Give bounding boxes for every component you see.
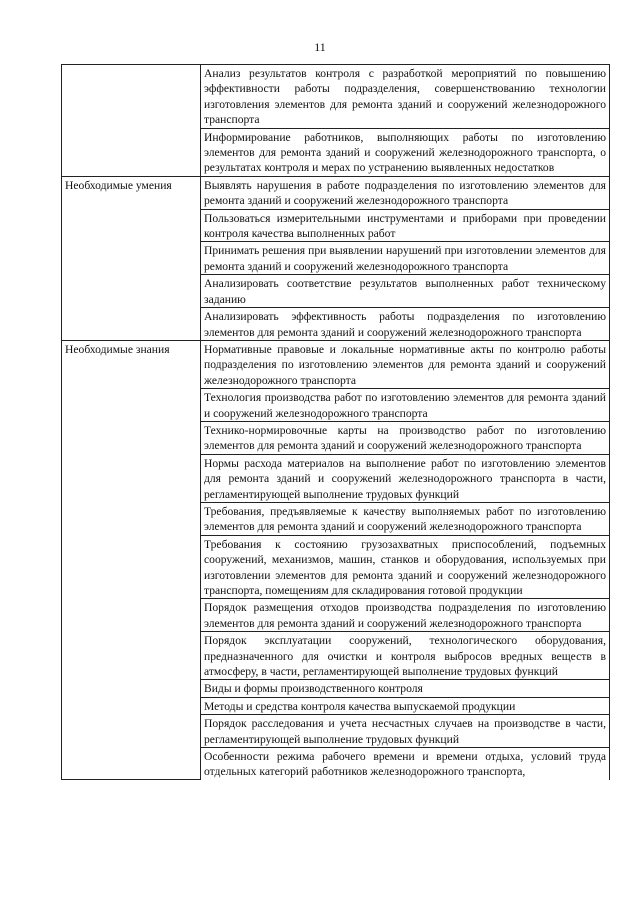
row-description: Методы и средства контроля качества выпускаемой продукции — [201, 697, 610, 714]
table-row — [62, 176, 610, 209]
requirements-table — [61, 64, 610, 780]
row-description: Принимать решения при выявлении нарушений при изготовлении элементов для ремонта зданий и сооружений железнодорожного транспорта — [201, 242, 610, 275]
page-number: 11 — [314, 40, 326, 54]
table-row — [62, 65, 610, 129]
row-description: Порядок расследования и учета несчастных случаев на производстве в части, регламентирующей выполнение трудовых функций — [201, 715, 610, 748]
row-description: Технология производства работ по изготовлению элементов для ремонта зданий и сооружений железнодорожного транспорта — [201, 389, 610, 422]
row-description: Анализ результатов контроля с разработкой мероприятий по повышению эффективности работы подразделения, совершенствованию технологии изготовления элементов для ремонта зданий и сооружений железнодорожного транспорта — [201, 65, 610, 129]
section-label-skills: Необходимые умения — [62, 176, 201, 340]
section-label-knowledge: Необходимые знания — [62, 340, 201, 779]
row-description: Выявлять нарушения в работе подразделения по изготовлению элементов для ремонта зданий и сооружений железнодорожного транспорта — [201, 176, 610, 209]
row-description: Порядок эксплуатации сооружений, технологического оборудования, предназначенного для очистки и контроля выбросов вредных веществ в атмосферу, в части, регламентирующей выполнение трудовых функций — [201, 632, 610, 680]
row-description: Анализировать эффективность работы подразделения по изготовлению элементов для ремонта зданий и сооружений железнодорожного транспорта — [201, 308, 610, 341]
row-description: Информирование работников, выполняющих работы по изготовлению элементов для ремонта зданий и сооружений железнодорожного транспорта, о результатах контроля и мерах по устранению выявленных недостатков — [201, 128, 610, 176]
row-description: Виды и формы производственного контроля — [201, 680, 610, 697]
row-description: Нормы расхода материалов на выполнение работ по изготовлению элементов для ремонта зданий и сооружений железнодорожного транспорта в части, регламентирующей выполнение трудовых функций — [201, 454, 610, 502]
row-label — [62, 65, 201, 177]
row-description: Технико-нормировочные карты на производство работ по изготовлению элементов для ремонта зданий и сооружений железнодорожного транспорта — [201, 421, 610, 454]
row-description: Требования, предъявляемые к качеству выполняемых работ по изготовлению элементов для ремонта зданий и сооружений железнодорожного транспорта — [201, 502, 610, 535]
row-description: Нормативные правовые и локальные нормативные акты по контролю работы подразделения по изготовлению элементов для ремонта зданий и сооружений железнодорожного транспорта — [201, 340, 610, 388]
row-description: Анализировать соответствие результатов выполненных работ техническому заданию — [201, 275, 610, 308]
row-description: Требования к состоянию грузозахватных приспособлений, подъемных сооружений, механизмов, машин, станков и оборудования, используемых при изготовлении элементов для ремонта зданий и сооружений железнодорожного транспорта, помещениям для складирования готовой продукции — [201, 535, 610, 599]
row-description: Порядок размещения отходов производства подразделения по изготовлению элементов для ремонта зданий и сооружений железнодорожного транспорта — [201, 599, 610, 632]
row-description: Пользоваться измерительными инструментами и приборами при проведении контроля качества выполненных работ — [201, 209, 610, 242]
row-description: Особенности режима рабочего времени и времени отдыха, условий труда отдельных категорий работников железнодорожного транспорта, — [201, 748, 610, 780]
table-row — [62, 340, 610, 388]
